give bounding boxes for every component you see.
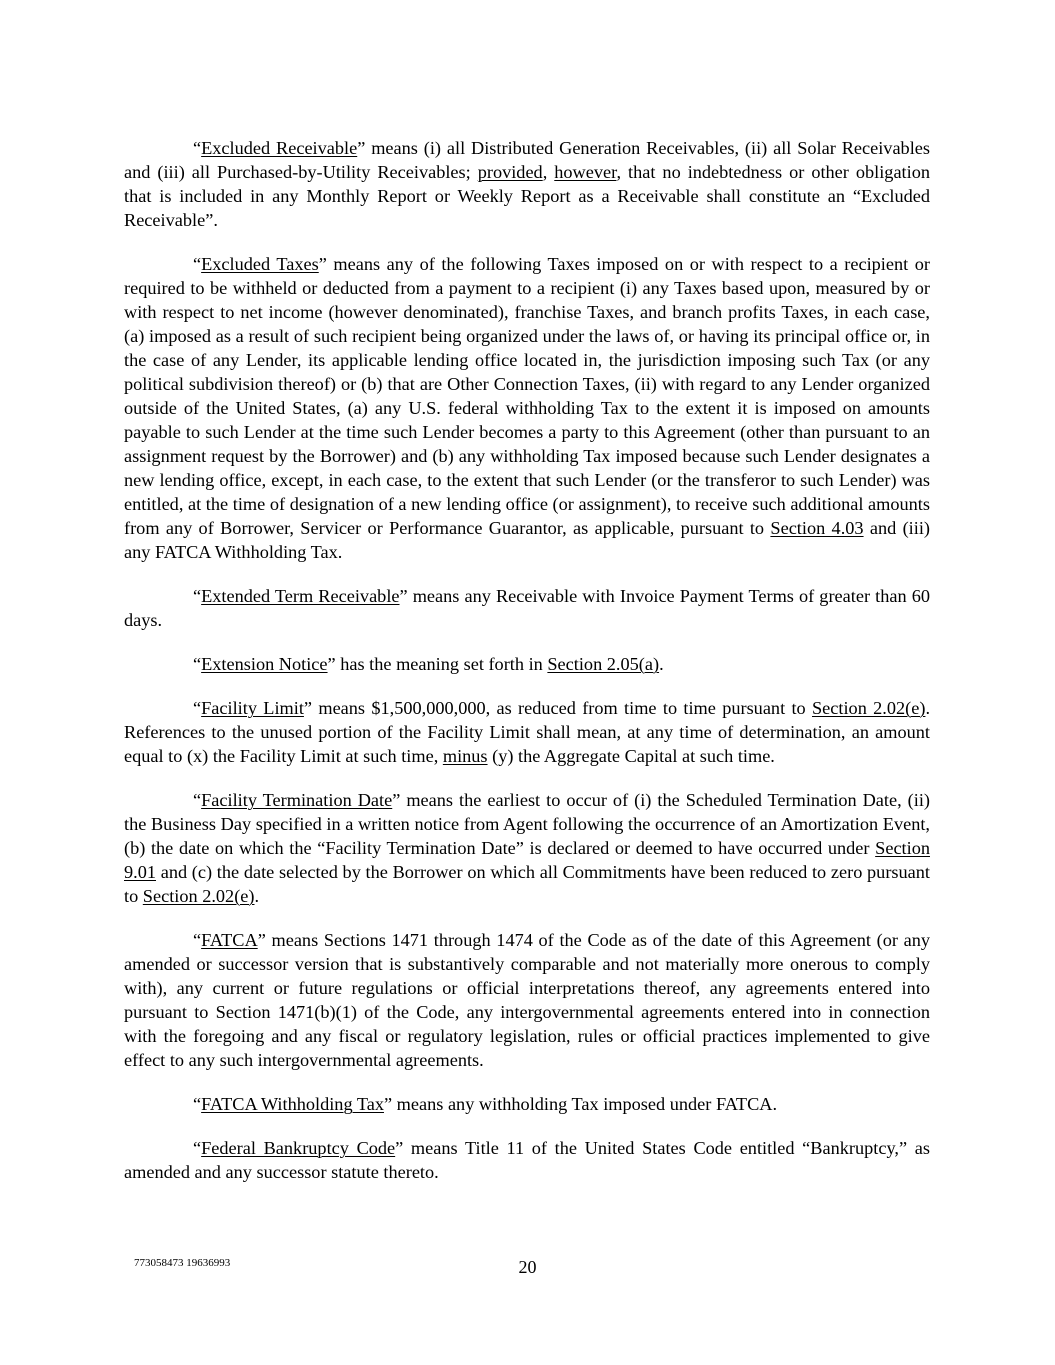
defined-term: Extension Notice bbox=[201, 654, 328, 674]
section-reference: Section 9.01 bbox=[124, 838, 930, 882]
defined-term: Excluded Taxes bbox=[201, 254, 319, 274]
section-reference: Section 2.02(e) bbox=[812, 698, 926, 718]
defined-term: Extended Term Receivable bbox=[201, 586, 400, 606]
page-number: 20 bbox=[518, 1257, 537, 1277]
emphasis-however: however bbox=[554, 162, 617, 182]
section-reference: Section 2.02(e) bbox=[142, 886, 255, 906]
definition-federal-bankruptcy-code: “Federal Bankruptcy Code” means Title 11 of the United States Code entitled “Bankruptcy,” as amended and any successor statute thereto. bbox=[124, 1138, 930, 1182]
defined-term: Excluded Receivable bbox=[201, 138, 358, 158]
definition-fatca: “FATCA” means Sections 1471 through 1474 of the Code as of the date of this Agreement (or any amended or successor version that is substantively comparable and not materially more onerous to comply with), any current or future regulations or official interpretations thereof, any agreements entered into pursuant to Section 1471(b)(1) of the Code, any intergovernmental agreements entered into in connection with the foregoing and any fiscal or regulatory legislation, rules or official practices implemented to give effect to any such intergovernmental agreements. bbox=[124, 930, 930, 1070]
document-id: 773058473 19636993 bbox=[134, 1257, 231, 1269]
defined-term: Federal Bankruptcy Code bbox=[201, 1138, 396, 1158]
defined-term: FATCA bbox=[201, 930, 258, 950]
definition-facility-termination-date: “Facility Termination Date” means the earliest to occur of (i) the Scheduled Termination Date, (ii) the Business Day specified in a written notice from Agent following the occurrence of an Amortization Event, (b) the date on which the “Facility Termination Date” is declared or deemed to have occurred under Section 9.01 and (c) the date selected by the Borrower on which all Commitments have been reduced to zero pursuant to Section 2.02(e). bbox=[124, 790, 930, 906]
defined-term: Facility Termination Date bbox=[201, 790, 393, 810]
definition-excluded-taxes: “Excluded Taxes” means any of the following Taxes imposed on or with respect to a recipient or required to be withheld or deducted from a payment to a recipient (i) any Taxes based upon, measured by or with respect to net income (however denominated), franchise Taxes, and branch profits Taxes, in each case, (a) imposed as a result of such recipient being organized under the laws of, or having its principal office or, in the case of any Lender, its applicable lending office located in, the jurisdiction imposing such Tax (or any political subdivision thereof) or (b) that are Other Connection Taxes, (ii) with regard to any Lender organized outside of the United States, (a) any U.S. federal withholding Tax to the extent it is imposed on amounts payable to such Lender at the time such Lender becomes a party to this Agreement (other than pursuant to an assignment request by the Borrower) and (b) any withholding Tax imposed because such Lender designates a new lending office, except, in each case, to the extent that such Lender (or the transferor to such Lender) was entitled, at the time of designation of a new lending office (or assignment), to receive such additional amounts from any of Borrower, Servicer or Performance Guarantor, as applicable, pursuant to Section 4.03 and (iii) any FATCA Withholding Tax. bbox=[124, 254, 931, 562]
document-body bbox=[124, 136, 930, 1204]
definition-extension-notice: “Extension Notice” has the meaning set forth in Section 2.05(a). bbox=[193, 654, 664, 674]
definition-extended-term-receivable: “Extended Term Receivable” means any Receivable with Invoice Payment Terms of greater than 60 days. bbox=[124, 586, 930, 630]
emphasis-provided: provided bbox=[477, 162, 543, 182]
section-reference: Section 4.03 bbox=[770, 518, 864, 538]
defined-term: Facility Limit bbox=[201, 698, 304, 718]
defined-term: FATCA Withholding Tax bbox=[201, 1094, 384, 1114]
definition-excluded-receivable: “Excluded Receivable” means (i) all Distributed Generation Receivables, (ii) all Solar Receivables and (iii) all Purchased-by-Utility Receivables; provided, however, that no indebtedness or other obligation that is included in any Monthly Report or Weekly Report as a Receivable shall constitute an “Excluded Receivable”. bbox=[124, 138, 931, 230]
definition-facility-limit: “Facility Limit” means $1,500,000,000, as reduced from time to time pursuant to Section 2.02(e). References to the unused portion of the Facility Limit shall mean, at any time of determination, an amount equal to (x) the Facility Limit at such time, minus (y) the Aggregate Capital at such time. bbox=[124, 698, 931, 766]
emphasis-minus: minus bbox=[442, 746, 488, 766]
section-reference: Section 2.05(a) bbox=[547, 654, 660, 674]
definition-fatca-withholding-tax: “FATCA Withholding Tax” means any withholding Tax imposed under FATCA. bbox=[193, 1094, 778, 1114]
